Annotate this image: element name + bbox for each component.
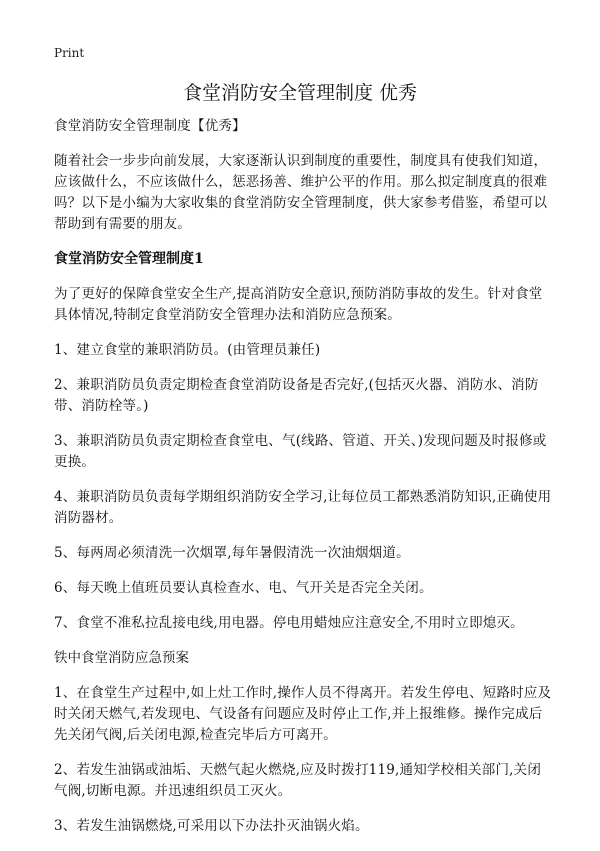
list-item: 3、兼职消防员负责定期检查食堂电、气(线路、管道、开关、)发现问题及时报修或更换。 [54,433,547,470]
list-item: 3、若发生油锅燃烧,可采用以下办法扑灭油锅火焰。 [54,818,369,834]
list-item: 1、建立食堂的兼职消防员。(由管理员兼任) [54,342,321,358]
list-item: 2、若发生油锅或油垢、天燃气起火燃烧,应及时拨打119,通知学校相关部门,关闭气阀,切断电源。并迅速组织员工灭火。 [54,762,542,799]
list-item: 1、在食堂生产过程中,如上灶工作时,操作人员不得离开。若发生停电、短路时应及时关闭天燃气,若发现电、气设备有问题应及时停止工作,并上报维修。操作完成后先关闭气阀,后关闭电源,检查完毕后方可离开。 [54,685,552,743]
section-heading: 铁中食堂消防应急预案 [54,650,189,666]
document-body [54,116,554,851]
list-item: 7、食堂不准私拉乱接电线,用电器。停电用蜡烛应注意安全,不用时立即熄灭。 [54,615,524,631]
section-intro-paragraph: 为了更好的保障食堂安全生产,提高消防安全意识,预防消防事故的发生。针对食堂具体情况,特制定食堂消防安全管理办法和消防应急预案。 [54,286,543,323]
print-label: Print [54,46,85,60]
section-heading: 食堂消防安全管理制度1 [54,251,204,267]
list-item: 6、每天晚上值班员要认真检查水、电、气开关是否完全关闭。 [54,580,433,596]
page-title: 食堂消防安全管理制度 优秀 [182,82,418,104]
document-subtitle: 食堂消防安全管理制度【优秀】 [54,118,246,134]
intro-paragraph: 随着社会一步步向前发展，大家逐渐认识到制度的重要性，制度具有使我们知道，应该做什么，不应该做什么，惩恶扬善、维护公平的作用。那么拟定制度真的很难吗？以下是小编为大家收集的食堂消防安全管理制度，供大家参考借鉴，希望可以帮助到有需要的朋友。 [54,153,548,232]
list-item: 4、兼职消防员负责每学期组织消防安全学习,让每位员工都熟悉消防知识,正确使用消防器材。 [54,489,552,526]
list-item: 5、每两周必须清洗一次烟罩,每年暑假清洗一次油烟烟道。 [54,545,410,561]
list-item: 2、兼职消防员负责定期检查食堂消防设备是否完好,(包括灭火器、消防水、消防带、消防栓等。) [54,377,539,414]
